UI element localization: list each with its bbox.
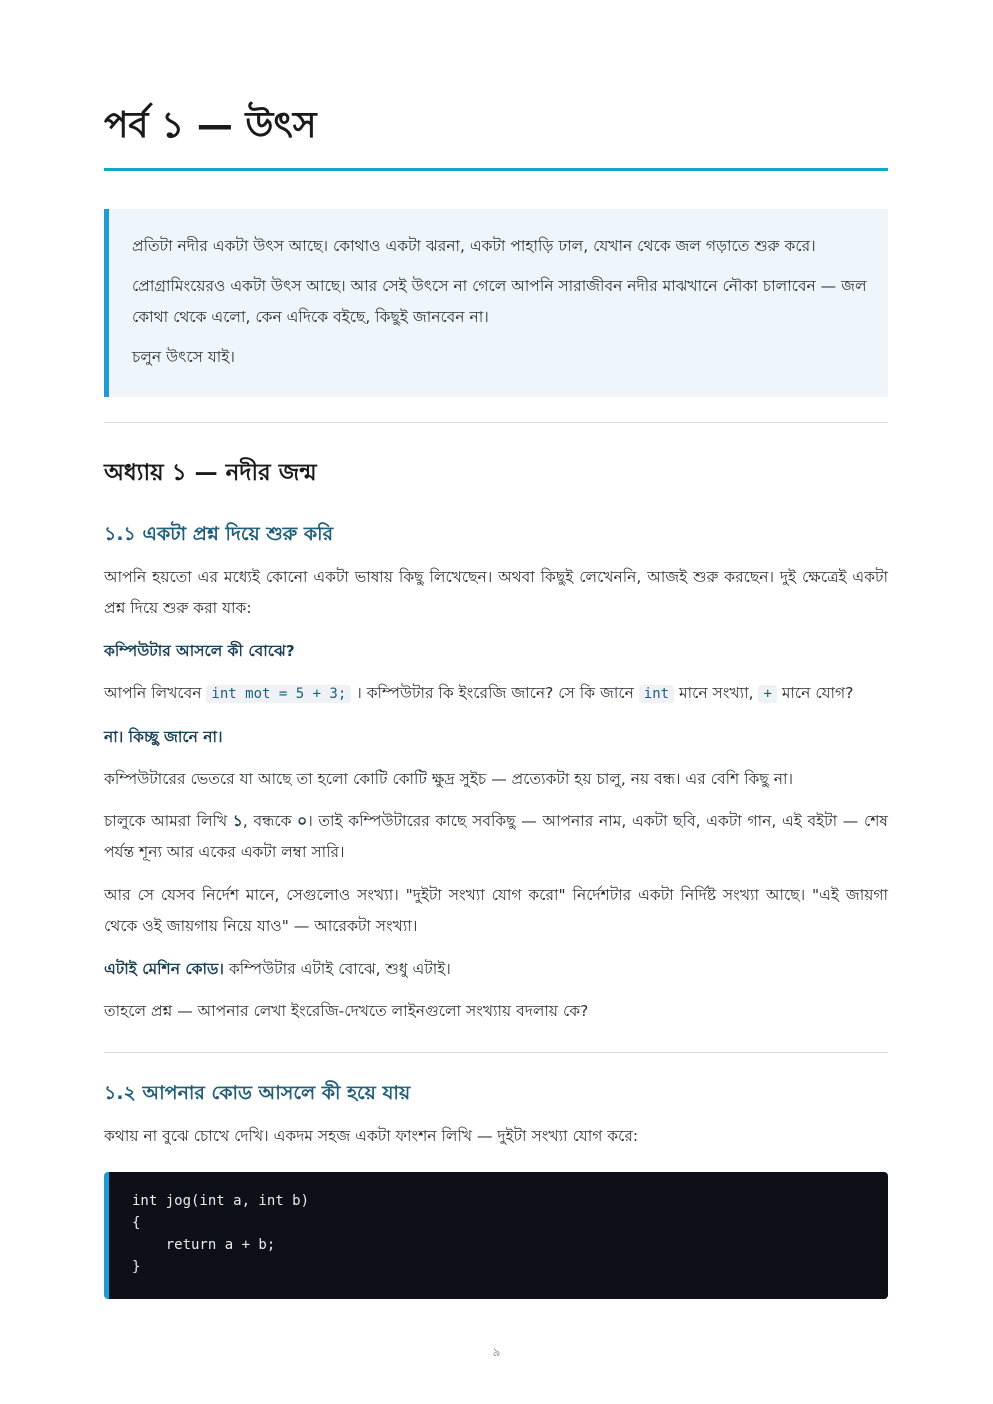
answer-heading: না। কিচ্ছু জানে না। <box>104 728 223 746</box>
bold-phrase: এটাই মেশিন কোড। <box>104 960 224 978</box>
text-run: মানে সংখ্যা, <box>679 684 754 702</box>
code-block <box>104 1172 888 1299</box>
inline-code: + <box>758 685 776 703</box>
paragraph: তাহলে প্রশ্ন — আপনার লেখা ইংরেজি-দেখতে লাইনগুলো সংখ্যায় বদলায় কে? <box>104 1002 589 1020</box>
intro-callout <box>104 209 888 397</box>
paragraph <box>104 954 888 985</box>
intro-paragraph-3: চলুন উৎসে যাই। <box>132 348 235 366</box>
question-heading: কম্পিউটার আসলে কী বোঝে? <box>104 642 295 660</box>
part-title-underline <box>104 168 888 171</box>
paragraph <box>104 806 888 868</box>
intro-paragraph-1: প্রতিটা নদীর একটা উৎস আছে। কোথাও একটা ঝরনা, একটা পাহাড়ি ঢাল, যেখান থেকে জল গড়াতে শুরু করে। <box>132 237 816 255</box>
code-content: int jog(int a, int b) { return a + b; } <box>132 1193 310 1275</box>
text-run: মানে যোগ? <box>781 684 854 702</box>
intro-paragraph-2: প্রোগ্রামিংয়েরও একটা উৎস আছে। আর সেই উৎসে না গেলে আপনি সারাজীবন নদীর মাঝখানে নৌকা চালাবেন — জল কোথা থেকে এলো, কেন এদিকে বইছে, কিছুই জানবেন না। <box>132 277 867 326</box>
paragraph: আপনি হয়তো এর মধ্যেই কোনো একটা ভাষায় কিছু লিখেছেন। অথবা কিছুই লেখেননি, আজই শুরু করছেন। দুই ক্ষেত্রেই একটা প্রশ্ন দিয়ে শুরু করা যাক: <box>104 568 888 617</box>
bold-digit: ১ <box>232 812 243 830</box>
text-run: । তাই কম্পিউটারের কাছে সবকিছু — আপনার নাম, একটা ছবি, একটা গান, এই বইটা — শেষ পর্যন্ত শূন্য আর একের একটা লম্বা সারি। <box>104 812 888 861</box>
text-run: চালুকে আমরা লিখি <box>104 812 228 830</box>
bold-digit: ০ <box>297 812 308 830</box>
inline-code: int <box>639 685 674 703</box>
inline-code: int mot = 5 + 3; <box>206 685 351 703</box>
part-title: পর্ব ১ — উৎস <box>104 105 317 146</box>
text-run: , বন্ধকে <box>242 812 292 830</box>
page-number: ৯ <box>492 1345 501 1359</box>
chapter-title: অধ্যায় ১ — নদীর জন্ম <box>104 460 317 486</box>
text-run: আপনি লিখবেন <box>104 684 202 702</box>
paragraph-with-code <box>104 678 888 710</box>
section-title: ১.২ আপনার কোড আসলে কী হয়ে যায় <box>104 1082 411 1104</box>
paragraph: আর সে যেসব নির্দেশ মানে, সেগুলোও সংখ্যা। "দুইটা সংখ্যা যোগ করো" নির্দেশটার একটা নির্দিষ্ট সংখ্যা আছে। "এই জায়গা থেকে ওই জায়গায় নিয়ে যাও" — আরেকটা সংখ্যা। <box>104 886 888 935</box>
paragraph: কথায় না বুঝে চোখে দেখি। একদম সহজ একটা ফাংশন লিখি — দুইটা সংখ্যা যোগ করে: <box>104 1127 639 1145</box>
text-run: কম্পিউটার এটাই বোঝে, শুধু এটাই। <box>228 960 451 978</box>
divider <box>104 422 888 423</box>
paragraph: কম্পিউটারের ভেতরে যা আছে তা হলো কোটি কোটি ক্ষুদ্র সুইচ — প্রত্যেকটা হয় চালু, নয় বন্ধ। এর বেশি কিছু না। <box>104 770 794 788</box>
section-title: ১.১ একটা প্রশ্ন দিয়ে শুরু করি <box>104 523 334 545</box>
divider <box>104 1052 888 1053</box>
text-run: । কম্পিউটার কি ইংরেজি জানে? সে কি জানে <box>356 684 634 702</box>
